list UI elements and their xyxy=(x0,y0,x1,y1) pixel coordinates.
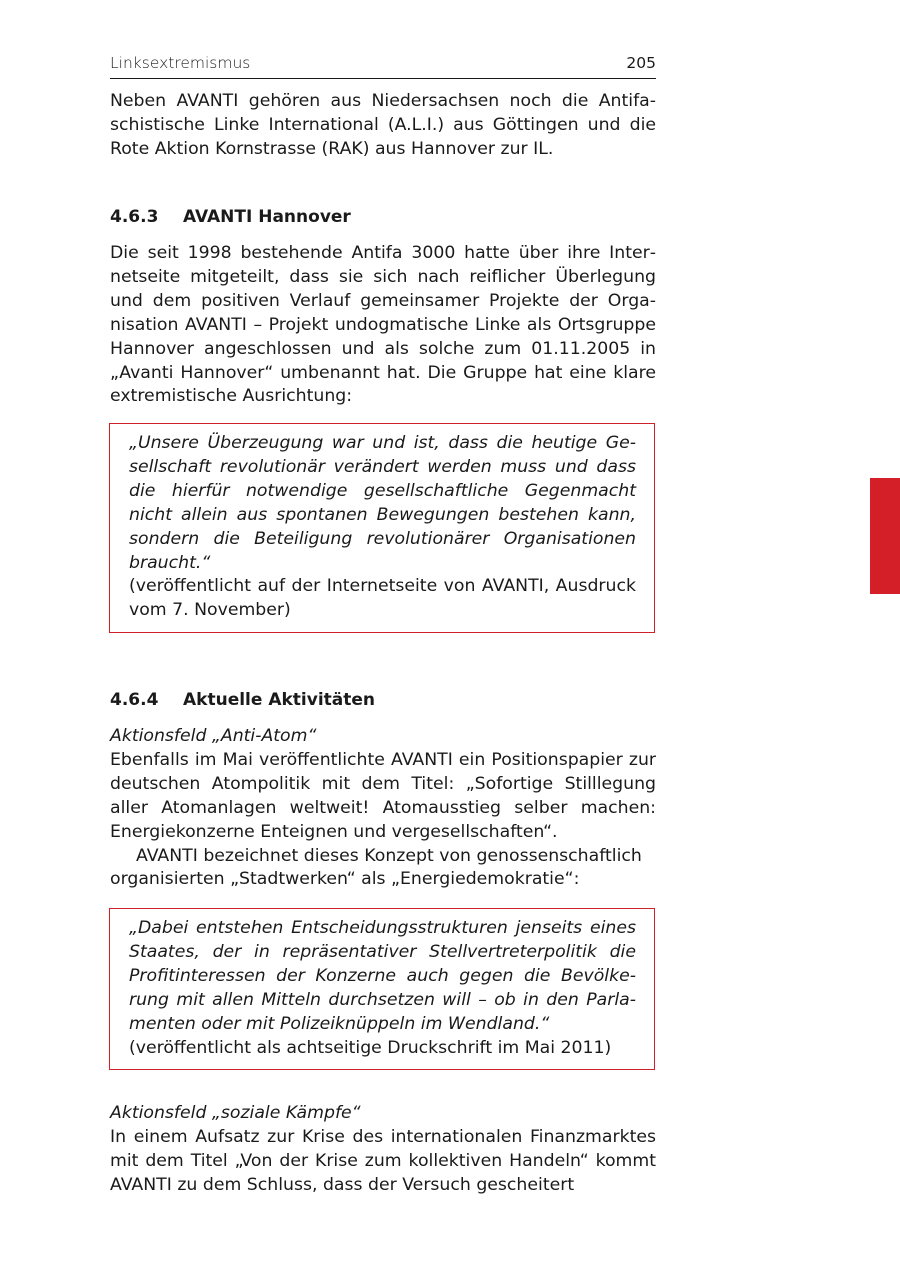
section-title: AVANTI Hannover xyxy=(183,207,351,227)
quote-text: „Dabei entstehen Entscheidungsstrukturen jenseits eines Staates, der in repräsentativer Stellvertreterpolitik die Profitinteressen der Konzerne auch gegen die Bevölkerung mit allen Mitteln durchsetzen will – ob in den Parlamenten oder mit Polizeiknüppeln im Wendland.“ xyxy=(129,918,636,1034)
section-number: 4.6.4 xyxy=(110,690,159,710)
subheading-anti-atom: Aktionsfeld „Anti-Atom“ xyxy=(110,726,317,746)
intro-paragraph: Neben AVANTI gehören aus Niedersachsen noch die Antifaschistische Linke International (A.L.I.) aus Göttingen und die Rote Aktion Kornstrasse (RAK) aus Hannover zur IL. xyxy=(110,91,656,159)
body-paragraph-soziale-kaempfe: In einem Aufsatz zur Krise des internationalen Finanzmarktes mit dem Titel „Von der Krise zum kollektiven Handeln“ kommt AVANTI zu dem Schluss, dass der Versuch gescheitert xyxy=(110,1126,656,1195)
running-header xyxy=(110,52,656,79)
quote-box-anti-atom xyxy=(109,908,655,1070)
section-heading-4-6-4 xyxy=(110,690,375,710)
quote-text: „Unsere Überzeugung war und ist, dass die heutige Gesellschaft revolutionär verändert werden muss und dass die hierfür notwendige gesellschaftliche Gegenmacht nicht allein aus spontanen Bewegungen bestehen kann, sondern die Beteiligung revolutionärer Organisationen braucht.“ xyxy=(129,433,636,573)
page-number: 205 xyxy=(626,54,656,72)
anti-atom-block xyxy=(110,725,656,892)
quote-source: (veröffentlicht auf der Internetseite von AVANTI, Ausdruck vom 7. November) xyxy=(129,576,636,621)
quote-source: (veröffentlicht als achtseitige Druckschrift im Mai 2011) xyxy=(129,1037,612,1058)
body-paragraph-avanti-hannover: Die seit 1998 bestehende Antifa 3000 hatte über ihre Internetseite mitgeteilt, dass sie sich nach reiflicher Überlegung und dem positiven Verlauf gemeinsamer Projekte der Organisation AVANTI – Projekt undogmatische Linke als Ortsgruppe Hannover angeschlossen und als solche zum 01.11.2005 in „Avanti Hannover“ umbenannt hat. Die Gruppe hat eine klare extremistische Ausrichtung: xyxy=(110,243,656,407)
soziale-kaempfe-block xyxy=(110,1102,656,1198)
section-number: 4.6.3 xyxy=(110,207,159,227)
section-heading-4-6-3 xyxy=(110,207,351,227)
running-title: Linksextremismus xyxy=(110,54,251,72)
body-paragraph-energiedemokratie: AVANTI bezeichnet dieses Konzept von genossenschaftlich organisierten „Stadtwerken“ als „Energiedemokratie“: xyxy=(110,845,642,890)
body-paragraph-anti-atom: Ebenfalls im Mai veröffentlichte AVANTI ein Positionspapier zur deutschen Atompolitik mit dem Titel: „Sofortige Stilllegung aller Atomanlagen weltweit! Atomausstieg selber machen: Energiekonzerne Enteignen und vergesellschaften“. xyxy=(110,749,656,842)
section-title: Aktuelle Aktivitäten xyxy=(183,690,376,710)
subheading-soziale-kaempfe: Aktionsfeld „soziale Kämpfe“ xyxy=(110,1103,361,1123)
chapter-tab-marker xyxy=(870,478,900,594)
quote-box-avanti xyxy=(109,423,655,633)
